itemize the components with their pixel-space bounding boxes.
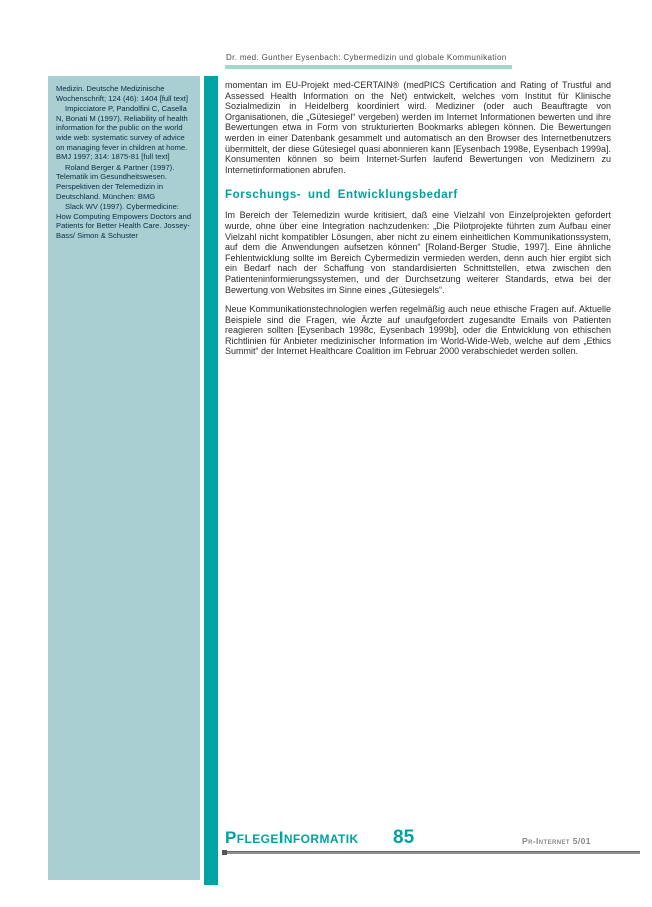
references-sidebar (48, 76, 200, 880)
teal-accent-bar (204, 76, 218, 885)
footer-rule (222, 851, 640, 854)
body-paragraph: Im Bereich der Telemedizin wurde kritisiert, daß eine Vielzahl von Einzelprojekten gefordert wurde, ohne über eine Integration nachzudenken: „Die Pilotprojekte führten zum Aufbau einer Vielzahl nicht kompatibler Lösungen, aber nicht zu einem einheitlichen Kommunikationssystem, auf dem die Anwendungen aufsetzen können“ [Roland-Berger Studie, 1997]. Eine ähnliche Fehlentwicklung sollte im Bereich Cybermedizin vermieden werden, denn auch hier ergibt sich ein Bedarf nach der Schaffung von standardisierten Schnittstellen, etwa zwischen den Patienteninformierungssystemen, und der Durchsetzung weiterer Standards, etwa bei der Bewertung von Websites im Sinne eines „Gütesiegels“. (225, 210, 611, 295)
header-underline-rule (225, 65, 512, 69)
footer-rule-endcap (222, 850, 227, 855)
journal-section-name: PflegeInformatik (225, 828, 359, 847)
article-body (225, 80, 611, 366)
reference-item: Slack WV (1997). Cybermedicine: How Computing Empowers Doctors and Patients for Better Health Care. Jossey-Bass/ Simon & Schuster (56, 202, 192, 240)
footer-journal-block (225, 827, 414, 849)
reference-item: Medizin. Deutsche Medizinische Wochenschrift; 124 (46): 1404 [full text] (56, 84, 188, 103)
reference-item: Roland Berger & Partner (1997). Telematik im Gesundheitswesen. Perspektiven der Telemedizin in Deutschland. München: BMG (56, 162, 175, 201)
section-heading: Forschungs- und Entwicklungsbedarf (225, 189, 458, 202)
page-number: 85 (393, 827, 415, 848)
running-header: Dr. med. Gunther Eysenbach: Cybermedizin und globale Kommunikation (226, 53, 507, 62)
journal-issue-label: Pr-Internet 5/01 (522, 836, 591, 846)
body-paragraph: momentan im EU-Projekt med-CERTAIN® (medPICS Certification and Rating of Trustful and Assessed Health Information on the Net) entwickelt, welches vom Institut für Klinische Sozialmedizin in Heidelberg koordiniert wird. Mediziner (oder auch Beauftragte von Organisationen, die „Gütesiegel“ vergeben) werden im Internet Informationen bewerten und ihre Bewertungen etwa in Form von strukturierten Bookmarks ablegen können. Die Bewertungen werden in einer Datenbank gesammelt und automatisch an den Browser des Internetbenutzers übermittelt, der diese Gütesiegel quasi abonnieren kann [Eysenbach 1998e, Eysenbach 1999a]. Konsumenten können so beim Internet-Surfen laufend Bewertungen von Medizinern zu Internetinformationen abrufen. (225, 80, 611, 175)
reference-item: Impicciatore P, Pandolfini C, Casella N, Bonati M (1997). Reliability of health information for the public on the world wide web: systematic survey of advice on managing fever in children at home. BMJ 1997; 314: 1875-81 [full text] (56, 104, 188, 162)
body-paragraph: Neue Kommunikationstechnologien werfen regelmäßig auch neue ethische Fragen auf. Aktuelle Beispiele sind die Fragen, wie Ärzte auf unaufgefordert zugesandte Emails von Patienten reagieren sollten [Eysenbach 1998c, Eysenbach 1999b], oder die Entwicklung von ethischen Richtlinien für Anbieter medizinischer Information im World-Wide-Web, welche auf dem „Ethics Summit“ der Internet Healthcare Coalition im Februar 2000 verabschiedet werden sollen. (225, 304, 611, 357)
